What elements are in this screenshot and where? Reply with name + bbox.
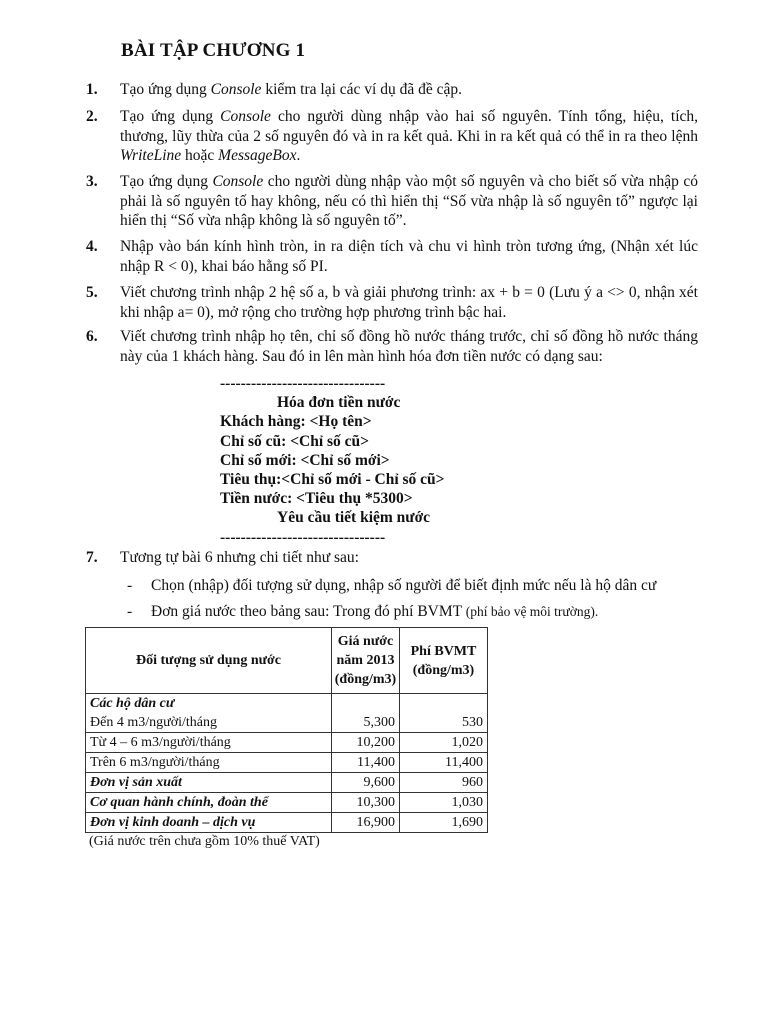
- invoice-line: Chỉ số cũ: <Chỉ số cũ>: [220, 432, 370, 450]
- group-label: Các hộ dân cư: [90, 696, 175, 711]
- table-header-row: [86, 628, 488, 694]
- table-note: (Giá nước trên chưa gồm 10% thuế VAT): [89, 834, 320, 849]
- header-user-type: Đối tượng sử dụng nước: [86, 628, 332, 694]
- invoice-divider-bottom: --------------------------------: [220, 528, 386, 546]
- table-row: Đơn vị kinh doanh – dịch vụ 16,900 1,690: [86, 813, 488, 833]
- table-row: Các hộ dân cư Đến 4 m3/người/tháng 5,300 530: [86, 694, 488, 733]
- header-price: Giá nước năm 2013 (đồng/m3): [332, 628, 400, 694]
- document-page: BÀI TẬP CHƯƠNG 1 1. Tạo ứng dụng Console kiểm tra lại các ví dụ đã đề cập. 2. Tạo ứng dụng Console cho người dùng nhập vào hai số nguyên. Tính tổng, hiệu, tích, thương, lũy thừa của 2 số nguyên đó và in ra kết quả. Khi in ra kết quả có thể in ra theo lệnh WriteLine hoặc MessageBox. 3. Tạo ứng dụng Console cho người dùng nhập vào một số nguyên và cho biết số vừa nhập có phải là số nguyên tố hay không, nếu có thì hiển thị “Số vừa nhập là số nguyên tố” ngược lại hiển thị “Số vừa nhập không là số nguyên tố”. 4. Nhập vào bán kính hình tròn, in ra diện tích và chu vi hình tròn tương ứng, (Nhận xét lúc nhập R < 0), khai báo hằng số PI. 5. Viết chương trình nhập 2 hệ số a, b và giải phương trình: ax + b = 0 (Lưu ý a <> 0, nhận xét khi nhập a= 0), mở rộng cho trường hợp phương trình bậc hai. 6. Viết chương trình nhập họ tên, chỉ số đồng hồ nước tháng trước, chỉ số đồng hồ nước tháng này của 1 khách hàng. Sau đó in lên màn hình hóa đơn tiền nước có dạng sau: -------------------------------- Hóa đơn tiền nước Khách hàng: <Họ tên> Chỉ số cũ: <Chỉ số cũ> Chỉ số mới: <Chỉ số mới> Tiêu thụ:<Chỉ số mới - Chỉ số cũ> Tiền nước: <Tiêu thụ *5300> Yêu cầu tiết kiệm nước -------------------------------- 7. Tương tự bài 6 nhưng chi tiết như sau: - Chọn (nhập) đối tượng sử dụng, nhập số người để biết định mức nếu là hộ dân cư - Đơn giá nước theo bảng sau: Trong đó phí BVMT (phí bảo vệ môi trường). Đối tượng sử dụng nước Giá nước năm 2013 (đồng/m3) Phí BVMT (đồng/m3) Các hộ dân cư Đến 4 m3/người/tháng 5,300 530 Từ 4 – 6 m3/người/tháng 10,200 1,020 Trên 6 m3/người/tháng 11,400 11,400 Đơn vị sản xuất 9,600 960 Cơ quan hành chính, đoàn thể 10,300 1,030 Đơn vị kinh doanh – dịch vụ 16,900 1,690 (Giá nước trên chưa gồm 10% thuế VAT): [86, 40, 699, 849]
- invoice-line: Chỉ số mới: <Chỉ số mới>: [220, 451, 390, 469]
- invoice-footer: Yêu cầu tiết kiệm nước: [277, 509, 431, 527]
- page-title: BÀI TẬP CHƯƠNG 1: [121, 40, 306, 61]
- exercise-number: 1.: [86, 81, 98, 98]
- water-price-table: [85, 627, 488, 833]
- invoice-template: [220, 374, 540, 547]
- invoice-line: Tiền nước: <Tiêu thụ *5300>: [220, 490, 413, 508]
- invoice-line: Tiêu thụ:<Chỉ số mới - Chỉ số cũ>: [220, 471, 445, 489]
- header-fee: Phí BVMT (đồng/m3): [400, 628, 488, 694]
- exercise-number: 7.: [86, 549, 98, 566]
- invoice-heading: Hóa đơn tiền nước: [277, 394, 401, 412]
- table-row: Cơ quan hành chính, đoàn thể 10,300 1,030: [86, 793, 488, 813]
- exercise-number: 2.: [86, 108, 98, 125]
- exercise-number: 4.: [86, 238, 98, 255]
- invoice-line: Khách hàng: <Họ tên>: [220, 413, 372, 431]
- table-row: Trên 6 m3/người/tháng 11,400 11,400: [86, 753, 488, 773]
- exercise-number: 3.: [86, 173, 98, 190]
- exercise-number: 5.: [86, 284, 98, 301]
- table-row: Từ 4 – 6 m3/người/tháng 10,200 1,020: [86, 733, 488, 753]
- table-row: Đơn vị sản xuất 9,600 960: [86, 773, 488, 793]
- exercise-number: 6.: [86, 328, 98, 345]
- invoice-divider-top: --------------------------------: [220, 375, 386, 392]
